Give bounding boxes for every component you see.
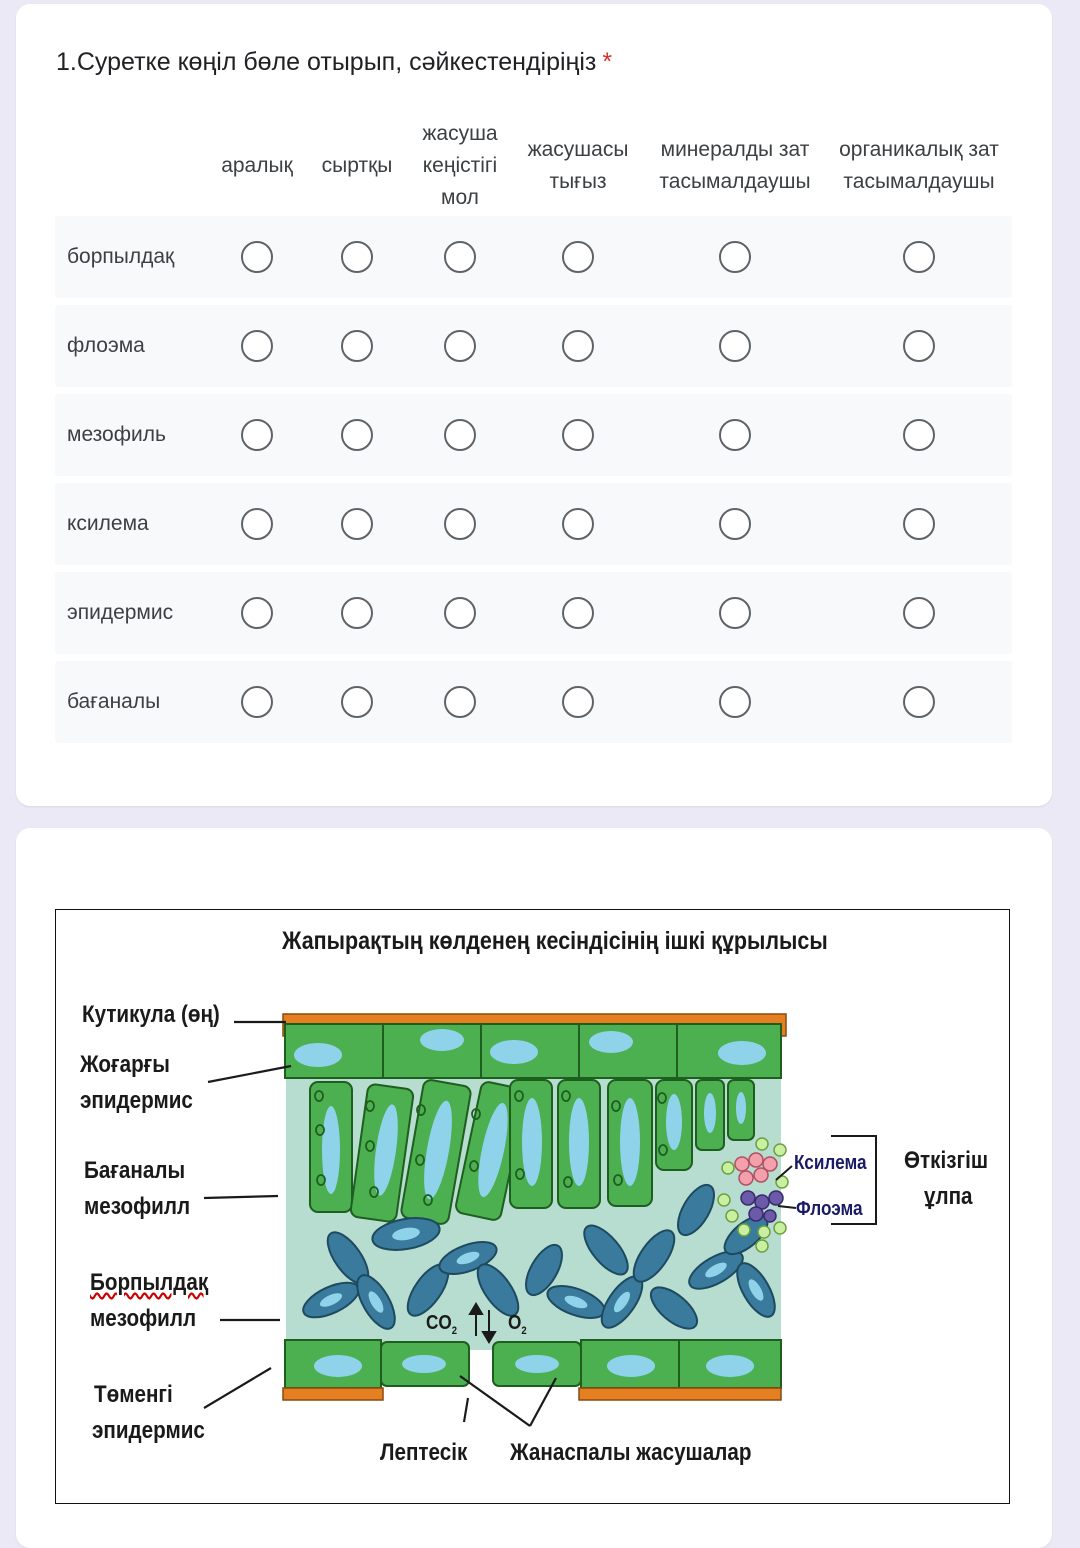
radio-option[interactable] xyxy=(241,241,273,273)
row-label: ксилема xyxy=(67,512,149,535)
row-label: бағаналы xyxy=(67,690,161,713)
radio-option[interactable] xyxy=(444,597,476,629)
radio-option[interactable] xyxy=(562,419,594,451)
column-header: органикалық зат тасымалдаушы xyxy=(839,138,999,193)
radio-option[interactable] xyxy=(341,419,373,451)
label-upper-epidermis: эпидермис xyxy=(80,1087,193,1114)
radio-option[interactable] xyxy=(719,597,751,629)
column-header: жасуша кеңістігі мол xyxy=(422,122,498,209)
radio-option[interactable] xyxy=(341,330,373,362)
radio-option[interactable] xyxy=(444,241,476,273)
label-o2-text: O xyxy=(508,1312,522,1334)
lower-cuticle xyxy=(579,1388,781,1400)
radio-option[interactable] xyxy=(903,330,935,362)
row-label: эпидермис xyxy=(67,601,174,624)
label-o2: $O_2$ xyxy=(508,1312,527,1337)
label-cuticle: Кутикула (өң) xyxy=(82,1001,220,1028)
radio-option[interactable] xyxy=(562,241,594,273)
label-guard-cells: Жанаспалы жасушалар xyxy=(510,1439,752,1466)
radio-option[interactable] xyxy=(341,241,373,273)
radio-option[interactable] xyxy=(241,419,273,451)
label-palisade-mesophyll: Бағаналы xyxy=(84,1157,186,1184)
image-card xyxy=(16,828,1052,1548)
leaf-cross-section-diagram xyxy=(55,909,1010,1504)
label-lower-epidermis: эпидермис xyxy=(92,1417,205,1444)
label-co2: $CO_2$ xyxy=(426,1312,458,1337)
label-spongy-mesophyll: Борпылдақ xyxy=(90,1269,209,1296)
label-vascular-tissue: ұлпа xyxy=(924,1183,973,1210)
required-asterisk: * xyxy=(602,48,613,76)
label-upper-epidermis: Жоғарғы xyxy=(80,1051,170,1078)
radio-option[interactable] xyxy=(444,508,476,540)
radio-option[interactable] xyxy=(241,330,273,362)
column-header: жасушасы тығыз xyxy=(527,138,629,193)
column-header: минералды зат тасымалдаушы xyxy=(659,138,811,193)
label-xylem: Ксилема xyxy=(794,1152,867,1174)
radio-option[interactable] xyxy=(903,419,935,451)
grid-row xyxy=(55,483,1012,565)
lower-epidermis-cells xyxy=(285,1340,781,1388)
radio-option[interactable] xyxy=(719,330,751,362)
radio-option[interactable] xyxy=(341,597,373,629)
label-palisade-mesophyll: мезофилл xyxy=(84,1193,191,1220)
radio-option[interactable] xyxy=(719,686,751,718)
label-phloem: Флоэма xyxy=(796,1198,863,1220)
radio-option[interactable] xyxy=(241,508,273,540)
radio-option[interactable] xyxy=(562,597,594,629)
radio-option[interactable] xyxy=(903,597,935,629)
upper-epidermis-cells xyxy=(285,1024,781,1078)
grid-row xyxy=(55,216,1012,298)
label-stoma: Лептесік xyxy=(380,1439,468,1466)
radio-option[interactable] xyxy=(719,419,751,451)
label-co2-text: CO xyxy=(426,1312,452,1334)
row-label: флоэма xyxy=(67,334,145,357)
label-vascular-tissue: Өткізгіш xyxy=(904,1147,989,1174)
diagram-title: Жапырақтың көлденең кесіндісінің ішкі құрылысы xyxy=(282,927,828,955)
radio-option[interactable] xyxy=(719,241,751,273)
radio-option[interactable] xyxy=(444,330,476,362)
radio-option[interactable] xyxy=(444,419,476,451)
radio-option[interactable] xyxy=(241,686,273,718)
grid-row xyxy=(55,572,1012,654)
row-label: мезофиль xyxy=(67,423,166,446)
radio-option[interactable] xyxy=(341,686,373,718)
question-title-text: 1.Суретке көңіл бөле отырып, сәйкестендіріңіз xyxy=(56,48,597,76)
radio-option[interactable] xyxy=(903,241,935,273)
grid-row xyxy=(55,305,1012,387)
radio-option[interactable] xyxy=(719,508,751,540)
question-card xyxy=(16,4,1052,806)
radio-option[interactable] xyxy=(562,508,594,540)
label-spongy-mesophyll: мезофилл xyxy=(90,1305,197,1332)
radio-option[interactable] xyxy=(562,330,594,362)
radio-option[interactable] xyxy=(341,508,373,540)
grid-row xyxy=(55,394,1012,476)
grid-row xyxy=(55,661,1012,743)
column-header: сыртқы xyxy=(321,154,393,177)
radio-option[interactable] xyxy=(241,597,273,629)
column-header: аралық xyxy=(221,154,293,177)
lower-cuticle xyxy=(283,1388,383,1400)
radio-option[interactable] xyxy=(903,508,935,540)
row-label: борпылдақ xyxy=(67,245,175,268)
radio-option[interactable] xyxy=(444,686,476,718)
label-lower-epidermis: Төменгі xyxy=(94,1381,173,1408)
question-title xyxy=(56,48,612,77)
radio-option[interactable] xyxy=(903,686,935,718)
radio-option[interactable] xyxy=(562,686,594,718)
